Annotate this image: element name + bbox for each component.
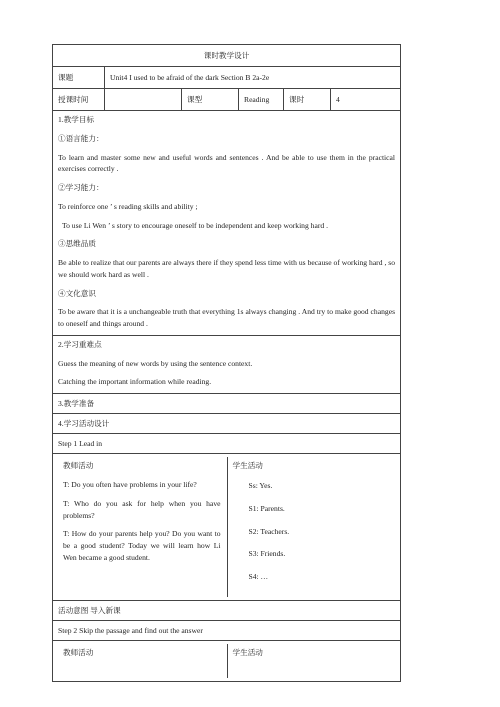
step1-activities	[53, 454, 401, 601]
key-points-section	[53, 335, 401, 393]
period-label: 课时	[284, 89, 331, 111]
language-text: To learn and master some new and useful words and sentences . And be able to use them in the practical exercises correctly .	[58, 152, 396, 174]
type-label: 课型	[182, 89, 239, 111]
prep-heading: 3.教学准备	[53, 394, 401, 414]
key-points-text-1: Guess the meaning of new words by using the sentence context.	[58, 358, 253, 368]
step1-student-line: S1: Parents.	[248, 503, 285, 513]
step1-title: Step 1 Lead in	[53, 434, 401, 454]
culture-text: To be aware that it is a unchangeable truth that everything 1s always changing . And try to make good changes to oneself and things around .	[58, 307, 396, 329]
step1-student-column	[228, 457, 396, 597]
learning-text-2: To use Li Wen ’ s story to encourage oneself to be independent and keep working hard .	[62, 220, 328, 230]
table-title: 课时教学设计	[53, 45, 401, 67]
time-value	[105, 89, 182, 111]
step2-title: Step 2 Skip the passage and find out the answer	[53, 621, 401, 641]
step2-student-heading: 学生活动	[232, 648, 263, 658]
topic-value: Unit4 I used to be afraid of the dark Section B 2a-2e	[105, 67, 401, 89]
thinking-text: Be able to realize that our parents are always there if they spend less time with us because of working hard , so we should work hard as well .	[58, 258, 396, 279]
step2-teacher-heading: 教师活动	[63, 648, 94, 658]
step1-student-line: S2: Teachers.	[248, 526, 290, 536]
key-points-heading: 2.学习重难点	[58, 339, 102, 349]
step2-teacher-column	[58, 644, 228, 678]
time-label: 授课时间	[53, 89, 105, 111]
step2-student-column	[228, 644, 396, 678]
step1-student-line: S4: …	[248, 572, 269, 582]
key-points-text-2: Catching the important information while reading.	[58, 377, 212, 387]
culture-heading: ④文化意识	[58, 288, 96, 298]
step1-teacher-line: T: Do you often have problems in your life?	[63, 480, 197, 490]
lesson-plan-table	[52, 44, 401, 682]
type-value: Reading	[239, 89, 284, 111]
activities-heading: 4.学习活动设计	[53, 414, 401, 434]
step1-teacher-line: T: Who do you ask for help when you have problems?	[63, 498, 221, 520]
step1-student-line: Ss: Yes.	[248, 481, 273, 491]
step1-intent: 活动意图 导入新课	[53, 601, 401, 621]
thinking-heading: ③思维品质	[58, 239, 96, 249]
step1-student-line: S3: Friends.	[248, 549, 286, 559]
objectives-heading: 1.教学目标	[58, 115, 95, 124]
step1-student-heading: 学生活动	[232, 461, 263, 471]
learning-heading: ②学习能力：	[58, 183, 104, 193]
lesson-plan	[52, 44, 400, 682]
objectives-section	[53, 111, 401, 336]
step2-activities	[53, 641, 401, 682]
topic-label: 课题	[53, 67, 105, 89]
period-value: 4	[331, 89, 401, 111]
learning-text-1: To reinforce one ’ s reading skills and ability ;	[58, 201, 198, 211]
language-heading: ①语言能力：	[58, 133, 104, 143]
step1-teacher-column	[58, 457, 228, 597]
step1-teacher-heading: 教师活动	[63, 461, 94, 471]
step1-teacher-line: T: How do your parents help you? Do you want to be a good student? Today we will learn how Li Wen became a good student.	[63, 529, 221, 562]
